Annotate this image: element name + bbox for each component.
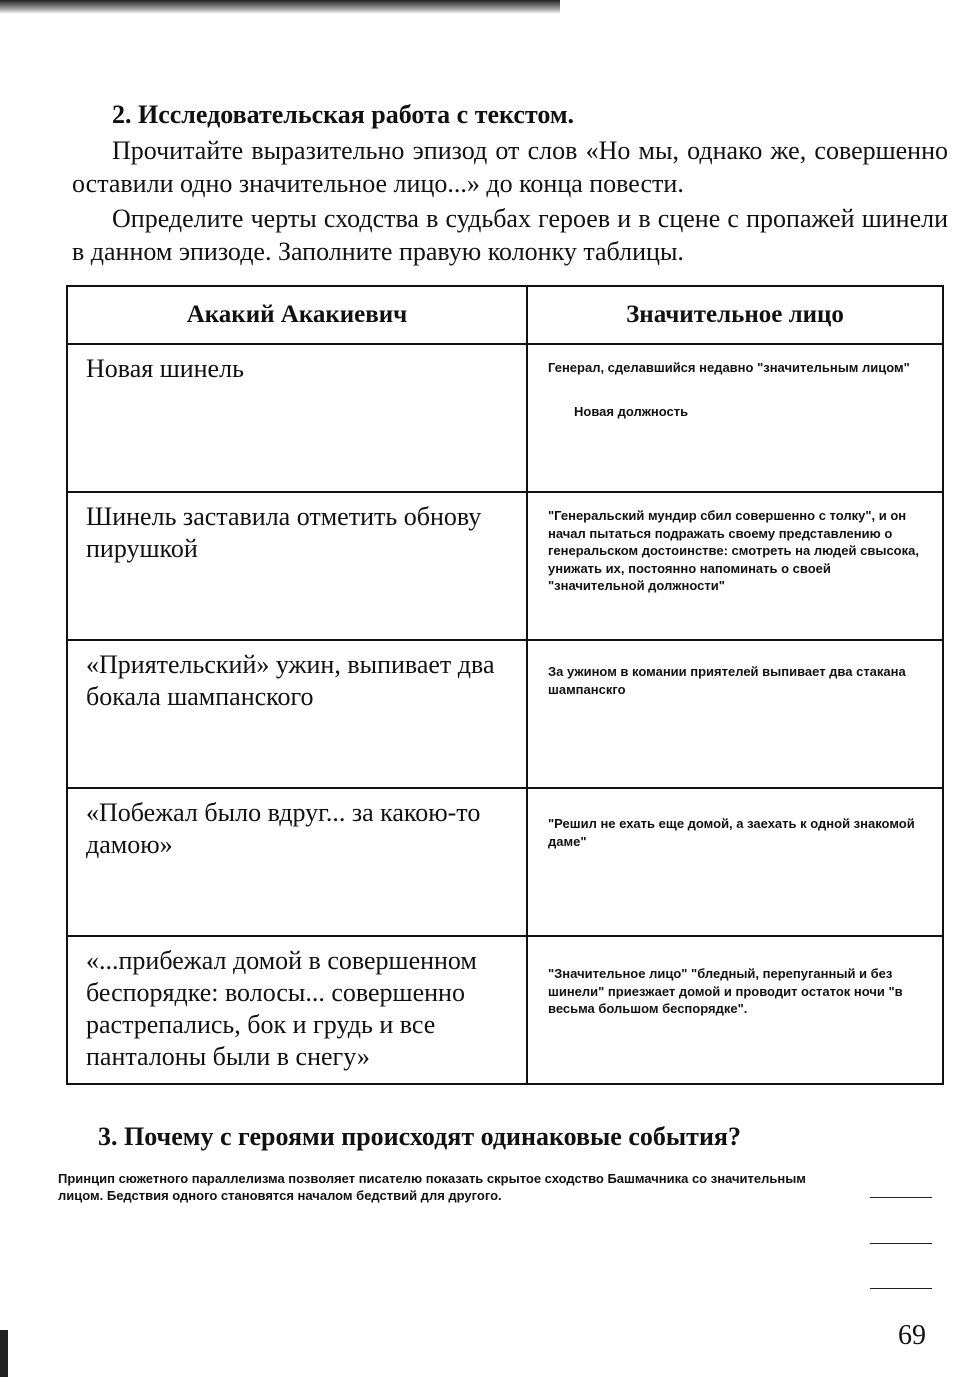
instruction-paragraph-1: Прочитайте выразительно эпизод от слов «Но мы, однако же, совершенно оставили одно значительное лицо...» до конца повести. <box>72 136 948 198</box>
comparison-table <box>66 285 944 1085</box>
scan-edge-shadow <box>0 0 560 14</box>
instruction-paragraph-2: Определите черты сходства в судьбах героев и в сцене с пропажей шинели в данном эпизоде. Заполните правую колонку таблицы. <box>72 204 948 266</box>
left-cell: Новая шинель <box>67 344 527 492</box>
table-row <box>67 936 943 1084</box>
answer-line <box>870 1197 932 1198</box>
table-row <box>67 788 943 936</box>
left-cell: Шинель заставила отметить обнову пирушкой <box>67 492 527 640</box>
section-3-answer[interactable]: Принцип сюжетного параллелизма позволяет писателю показать скрытое сходство Башмачника со значительным лицом. Бедствия одного становятся началом бедствий для другого. <box>58 1171 806 1203</box>
left-cell: «Приятельский» ужин, выпивает два бокала шампанского <box>67 640 527 788</box>
answer-text: Генерал, сделавшийся недавно "значительным лицом" <box>548 360 910 375</box>
answer-text: Новая должность <box>574 403 689 419</box>
answer-cell[interactable] <box>527 640 943 788</box>
answer-cell[interactable] <box>527 788 943 936</box>
answer-text: За ужином в комании приятелей выпивает два стакана шампанскго <box>548 664 906 697</box>
scan-edge-shadow <box>0 1330 8 1377</box>
answer-cell[interactable] <box>527 492 943 640</box>
answer-text: "Генеральский мундир сбил совершенно с толку", и он начал пытаться подражать своему представлению о генеральском достоинстве: смотреть на людей свысока, унижать их, постоянно напоминать о своей "значительной должности" <box>548 508 919 593</box>
answer-text: "Решил не ехать еще домой, а заехать к одной знакомой даме" <box>548 816 915 849</box>
section-3-title: 3. Почему с героями происходят одинаковые события? <box>98 1122 741 1151</box>
table-row <box>67 344 943 492</box>
table-row <box>67 640 943 788</box>
section-2-title: 2. Исследовательская работа с текстом. <box>112 100 575 129</box>
answer-cell[interactable] <box>527 936 943 1084</box>
header-significant-person: Значительное лицо <box>527 286 943 344</box>
answer-cell[interactable] <box>527 344 943 492</box>
answer-text: "Значительное лицо" "бледный, перепуганный и без шинели" приезжает домой и проводит остаток ночи "в весьма большом беспорядке". <box>548 966 903 1016</box>
table-row <box>67 492 943 640</box>
answer-line <box>870 1243 932 1244</box>
left-cell: «...прибежал домой в совершенном беспорядке: волосы... совершенно растрепались, бок и грудь и все панталоны были в снегу» <box>67 936 527 1084</box>
header-akaky: Акакий Акакиевич <box>67 286 527 344</box>
left-cell: «Побежал было вдруг... за какою-то дамою» <box>67 788 527 936</box>
answer-line <box>870 1288 932 1289</box>
page-number: 69 <box>898 1320 926 1351</box>
